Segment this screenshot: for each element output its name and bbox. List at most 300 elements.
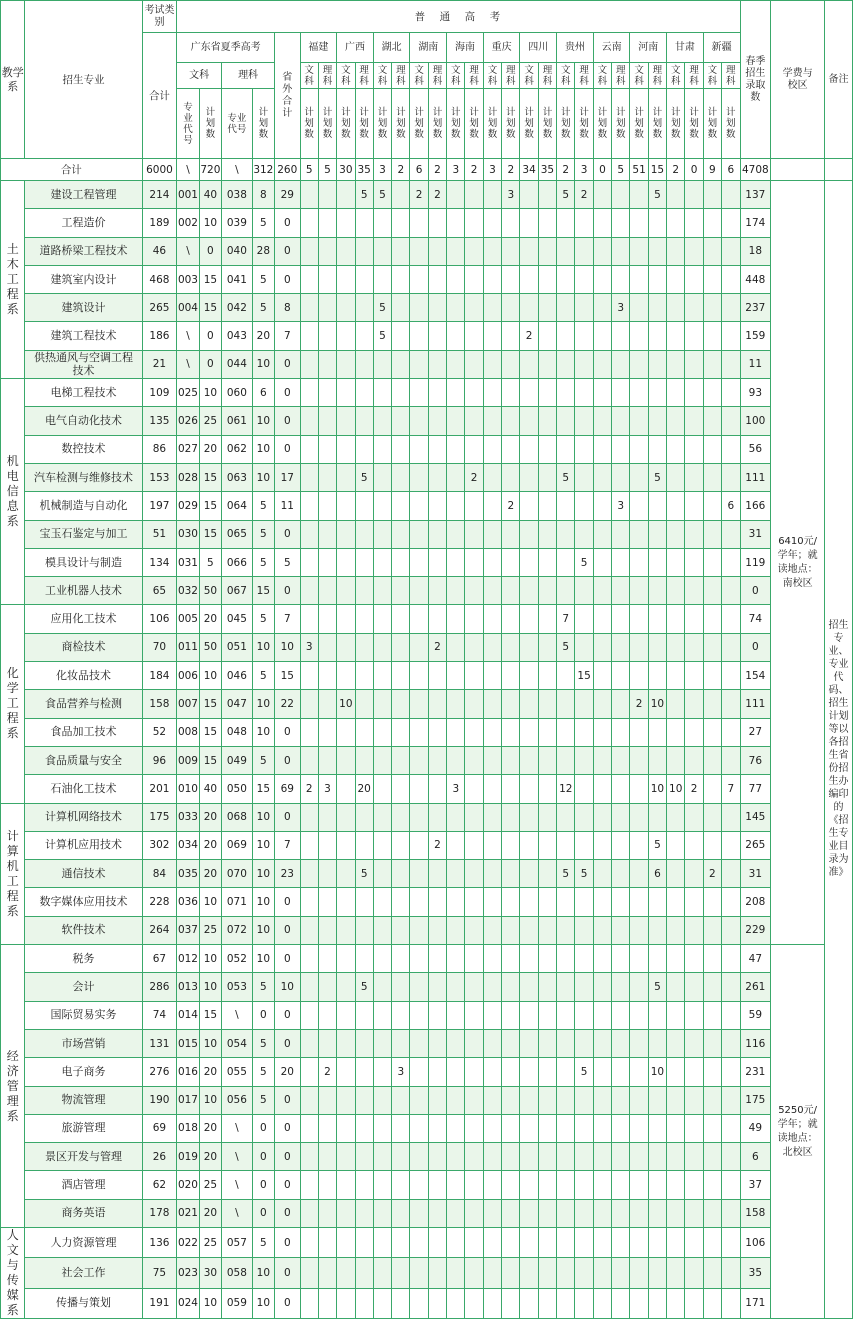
- data-cell: [612, 718, 630, 746]
- data-cell: [465, 435, 483, 463]
- data-cell: 028: [177, 463, 199, 491]
- data-cell: [300, 888, 318, 916]
- data-cell: [392, 520, 410, 548]
- data-cell: 136: [142, 1227, 177, 1257]
- data-cell: 154: [740, 662, 771, 690]
- data-cell: [410, 605, 428, 633]
- data-cell: [428, 209, 446, 237]
- data-cell: [557, 1058, 575, 1086]
- dept-name: 土木工程系: [1, 181, 25, 379]
- data-cell: 051: [222, 633, 253, 661]
- data-cell: [520, 435, 538, 463]
- data-cell: [630, 916, 648, 944]
- data-cell: [575, 209, 593, 237]
- data-cell: 158: [740, 1199, 771, 1227]
- data-cell: [722, 435, 740, 463]
- data-cell: [667, 463, 685, 491]
- data-cell: 2: [410, 181, 428, 209]
- data-cell: [410, 294, 428, 322]
- data-cell: [667, 548, 685, 576]
- data-cell: [373, 690, 391, 718]
- data-cell: [703, 1086, 721, 1114]
- data-cell: [685, 407, 703, 435]
- data-cell: 0: [199, 237, 221, 265]
- data-cell: [502, 775, 520, 803]
- data-cell: [648, 1227, 666, 1257]
- data-cell: [428, 1199, 446, 1227]
- data-cell: 0: [275, 435, 300, 463]
- data-cell: [722, 1258, 740, 1288]
- data-cell: [300, 1058, 318, 1086]
- data-cell: [300, 860, 318, 888]
- data-cell: [593, 265, 611, 293]
- data-cell: [483, 492, 501, 520]
- data-cell: 017: [177, 1086, 199, 1114]
- data-cell: 5: [252, 1086, 274, 1114]
- data-cell: [392, 973, 410, 1001]
- major-name: 工程造价: [25, 209, 142, 237]
- data-cell: [630, 803, 648, 831]
- data-cell: [630, 775, 648, 803]
- data-cell: [410, 265, 428, 293]
- data-cell: 190: [142, 1086, 177, 1114]
- data-cell: [318, 379, 336, 407]
- data-cell: [575, 294, 593, 322]
- data-cell: 030: [177, 520, 199, 548]
- data-cell: [612, 945, 630, 973]
- data-cell: [667, 379, 685, 407]
- data-cell: 20: [199, 831, 221, 859]
- data-cell: [538, 1086, 556, 1114]
- data-cell: 048: [222, 718, 253, 746]
- data-cell: 264: [142, 916, 177, 944]
- data-cell: 0: [275, 1001, 300, 1029]
- data-cell: [428, 237, 446, 265]
- data-cell: [318, 662, 336, 690]
- data-cell: [447, 1058, 465, 1086]
- data-cell: [355, 350, 373, 378]
- major-name: 旅游管理: [25, 1114, 142, 1142]
- data-cell: [410, 1029, 428, 1057]
- data-cell: 2: [318, 1058, 336, 1086]
- data-cell: 0: [199, 322, 221, 350]
- data-cell: 064: [222, 492, 253, 520]
- data-cell: 231: [740, 1058, 771, 1086]
- data-cell: [447, 605, 465, 633]
- data-cell: [575, 1143, 593, 1171]
- data-cell: [337, 350, 355, 378]
- data-cell: [722, 916, 740, 944]
- data-cell: 15: [199, 1001, 221, 1029]
- data-cell: [355, 379, 373, 407]
- data-cell: [392, 746, 410, 774]
- data-cell: [465, 775, 483, 803]
- data-cell: [703, 548, 721, 576]
- header-plan-short: 计划数: [538, 89, 556, 159]
- data-cell: \: [177, 237, 199, 265]
- data-cell: [483, 322, 501, 350]
- data-cell: [392, 181, 410, 209]
- data-cell: [612, 1058, 630, 1086]
- data-cell: [520, 945, 538, 973]
- data-cell: [428, 945, 446, 973]
- header-li: 理科: [685, 63, 703, 89]
- total-value: 15: [648, 159, 666, 181]
- major-name: 化妆品技术: [25, 662, 142, 690]
- data-cell: 65: [142, 577, 177, 605]
- data-cell: 189: [142, 209, 177, 237]
- data-cell: 024: [177, 1288, 199, 1318]
- data-cell: [502, 1171, 520, 1199]
- data-cell: [318, 690, 336, 718]
- data-cell: [373, 1058, 391, 1086]
- data-cell: [612, 463, 630, 491]
- data-cell: 0: [275, 1143, 300, 1171]
- data-cell: 019: [177, 1143, 199, 1171]
- data-cell: 74: [142, 1001, 177, 1029]
- data-cell: [722, 294, 740, 322]
- data-cell: [502, 379, 520, 407]
- header-province: 四川: [520, 33, 557, 63]
- data-cell: [483, 1086, 501, 1114]
- total-value: 35: [355, 159, 373, 181]
- data-cell: [612, 1001, 630, 1029]
- data-cell: [410, 945, 428, 973]
- data-cell: [630, 435, 648, 463]
- data-cell: [318, 860, 336, 888]
- data-cell: [300, 973, 318, 1001]
- data-cell: [722, 350, 740, 378]
- header-plan-short: 计划数: [428, 89, 446, 159]
- data-cell: [355, 1227, 373, 1257]
- data-cell: [337, 945, 355, 973]
- data-cell: [483, 1227, 501, 1257]
- data-cell: [392, 463, 410, 491]
- data-cell: [593, 1258, 611, 1288]
- data-cell: [538, 379, 556, 407]
- data-cell: [465, 888, 483, 916]
- data-cell: [703, 605, 721, 633]
- data-cell: [557, 1029, 575, 1057]
- data-cell: [410, 1058, 428, 1086]
- table-row: [1, 1258, 853, 1288]
- data-cell: [483, 662, 501, 690]
- data-cell: [373, 1227, 391, 1257]
- data-cell: 20: [199, 1114, 221, 1142]
- data-cell: [685, 322, 703, 350]
- data-cell: [392, 633, 410, 661]
- header-major: 招生专业: [25, 1, 142, 159]
- data-cell: 276: [142, 1058, 177, 1086]
- data-cell: [703, 237, 721, 265]
- data-cell: 2: [428, 633, 446, 661]
- data-cell: [428, 775, 446, 803]
- data-cell: [447, 746, 465, 774]
- data-cell: [337, 1288, 355, 1318]
- data-cell: 8: [252, 181, 274, 209]
- data-cell: 054: [222, 1029, 253, 1057]
- data-cell: [502, 237, 520, 265]
- data-cell: [520, 209, 538, 237]
- data-cell: [337, 888, 355, 916]
- data-cell: [703, 181, 721, 209]
- data-cell: [502, 1086, 520, 1114]
- data-cell: 034: [177, 831, 199, 859]
- data-cell: [502, 1029, 520, 1057]
- data-cell: [447, 350, 465, 378]
- data-cell: 10: [252, 633, 274, 661]
- data-cell: 0: [275, 1086, 300, 1114]
- data-cell: 158: [142, 690, 177, 718]
- data-cell: [703, 1058, 721, 1086]
- data-cell: [557, 746, 575, 774]
- major-name: 建设工程管理: [25, 181, 142, 209]
- data-cell: [392, 1143, 410, 1171]
- data-cell: [612, 265, 630, 293]
- data-cell: 005: [177, 605, 199, 633]
- header-outside-total: 省外合计: [275, 33, 300, 159]
- data-cell: [630, 1288, 648, 1318]
- data-cell: [318, 548, 336, 576]
- data-cell: 003: [177, 265, 199, 293]
- data-cell: [630, 1086, 648, 1114]
- data-cell: [703, 633, 721, 661]
- data-cell: [557, 237, 575, 265]
- data-cell: [483, 1058, 501, 1086]
- data-cell: [703, 265, 721, 293]
- data-cell: 5: [648, 973, 666, 1001]
- data-cell: [630, 888, 648, 916]
- data-cell: [392, 888, 410, 916]
- data-cell: [483, 1199, 501, 1227]
- data-cell: 50: [199, 577, 221, 605]
- data-cell: [538, 860, 556, 888]
- data-cell: [337, 379, 355, 407]
- data-cell: 049: [222, 746, 253, 774]
- data-cell: [520, 973, 538, 1001]
- data-cell: [392, 1288, 410, 1318]
- data-cell: [428, 973, 446, 1001]
- data-cell: [630, 860, 648, 888]
- data-cell: 166: [740, 492, 771, 520]
- data-cell: 10: [252, 831, 274, 859]
- data-cell: [703, 1114, 721, 1142]
- data-cell: [483, 294, 501, 322]
- data-cell: 10: [199, 1288, 221, 1318]
- data-cell: 056: [222, 1086, 253, 1114]
- data-cell: [575, 1171, 593, 1199]
- data-cell: [667, 1001, 685, 1029]
- table-row: [1, 1114, 853, 1142]
- data-cell: [355, 1143, 373, 1171]
- data-cell: [410, 548, 428, 576]
- data-cell: [410, 407, 428, 435]
- data-cell: 77: [740, 775, 771, 803]
- data-cell: 0: [252, 1199, 274, 1227]
- data-cell: [575, 1001, 593, 1029]
- header-wen: 文科: [667, 63, 685, 89]
- data-cell: 0: [275, 577, 300, 605]
- data-cell: [648, 746, 666, 774]
- header-fee: 学费与校区: [771, 1, 825, 159]
- data-cell: 20: [199, 1143, 221, 1171]
- major-name: 汽车检测与维修技术: [25, 463, 142, 491]
- data-cell: [502, 463, 520, 491]
- data-cell: 7: [275, 605, 300, 633]
- header-plan-short: 计划数: [337, 89, 355, 159]
- data-cell: [373, 379, 391, 407]
- data-cell: [612, 690, 630, 718]
- data-cell: 047: [222, 690, 253, 718]
- data-cell: [300, 1001, 318, 1029]
- data-cell: [483, 860, 501, 888]
- data-cell: 174: [740, 209, 771, 237]
- data-cell: [428, 860, 446, 888]
- data-cell: 033: [177, 803, 199, 831]
- data-cell: \: [177, 350, 199, 378]
- table-row: [1, 350, 853, 378]
- header-province: 广西: [337, 33, 374, 63]
- data-cell: [337, 407, 355, 435]
- data-cell: [300, 492, 318, 520]
- table-row: [1, 1227, 853, 1257]
- data-cell: [373, 973, 391, 1001]
- data-cell: [575, 1086, 593, 1114]
- data-cell: [410, 803, 428, 831]
- total-value: \: [177, 159, 199, 181]
- data-cell: [318, 746, 336, 774]
- data-cell: 52: [142, 718, 177, 746]
- data-cell: [648, 1258, 666, 1288]
- data-cell: [630, 379, 648, 407]
- data-cell: 10: [199, 1029, 221, 1057]
- header-wen: 文科: [410, 63, 428, 89]
- data-cell: [410, 746, 428, 774]
- data-cell: [428, 1114, 446, 1142]
- data-cell: 100: [740, 407, 771, 435]
- data-cell: [483, 775, 501, 803]
- data-cell: [520, 407, 538, 435]
- data-cell: [520, 265, 538, 293]
- data-cell: [575, 492, 593, 520]
- data-cell: [630, 520, 648, 548]
- data-cell: 10: [252, 888, 274, 916]
- data-cell: [318, 350, 336, 378]
- data-cell: [538, 265, 556, 293]
- data-cell: [630, 492, 648, 520]
- data-cell: [520, 577, 538, 605]
- data-cell: [318, 831, 336, 859]
- data-cell: [612, 662, 630, 690]
- data-cell: [318, 237, 336, 265]
- table-row: [1, 860, 853, 888]
- data-cell: 10: [199, 379, 221, 407]
- data-cell: 008: [177, 718, 199, 746]
- data-cell: [630, 831, 648, 859]
- data-cell: [300, 463, 318, 491]
- data-cell: [355, 888, 373, 916]
- header-total: 合计: [142, 33, 177, 159]
- data-cell: 25: [199, 1171, 221, 1199]
- data-cell: [630, 1171, 648, 1199]
- data-cell: [410, 888, 428, 916]
- header-plan: 计划数: [252, 89, 274, 159]
- data-cell: [722, 718, 740, 746]
- data-cell: 106: [740, 1227, 771, 1257]
- data-cell: [685, 1058, 703, 1086]
- data-cell: [465, 1199, 483, 1227]
- data-cell: [447, 379, 465, 407]
- data-cell: [355, 690, 373, 718]
- data-cell: [428, 662, 446, 690]
- data-cell: [667, 718, 685, 746]
- data-cell: [612, 1143, 630, 1171]
- total-value: 35: [538, 159, 556, 181]
- data-cell: 7: [557, 605, 575, 633]
- data-cell: 20: [199, 860, 221, 888]
- data-cell: [685, 237, 703, 265]
- data-cell: [392, 718, 410, 746]
- data-cell: [373, 860, 391, 888]
- data-cell: [557, 973, 575, 1001]
- data-cell: [520, 1288, 538, 1318]
- data-cell: [593, 1001, 611, 1029]
- data-cell: [410, 1143, 428, 1171]
- data-cell: [318, 1258, 336, 1288]
- data-cell: [557, 831, 575, 859]
- header-plan-short: 计划数: [465, 89, 483, 159]
- data-cell: [300, 662, 318, 690]
- data-cell: \: [222, 1001, 253, 1029]
- data-cell: [318, 888, 336, 916]
- data-cell: [520, 633, 538, 661]
- data-cell: [465, 831, 483, 859]
- data-cell: 25: [199, 916, 221, 944]
- data-cell: [703, 577, 721, 605]
- data-cell: 0: [199, 350, 221, 378]
- data-cell: [612, 916, 630, 944]
- data-cell: [667, 746, 685, 774]
- data-cell: [538, 577, 556, 605]
- data-cell: [410, 379, 428, 407]
- data-cell: [373, 662, 391, 690]
- data-cell: 286: [142, 973, 177, 1001]
- major-name: 建筑室内设计: [25, 265, 142, 293]
- data-cell: [373, 492, 391, 520]
- data-cell: [575, 379, 593, 407]
- data-cell: 009: [177, 746, 199, 774]
- data-cell: [538, 746, 556, 774]
- data-cell: [685, 973, 703, 1001]
- table-row: [1, 633, 853, 661]
- data-cell: [557, 945, 575, 973]
- data-cell: 2: [685, 775, 703, 803]
- data-cell: [667, 945, 685, 973]
- data-cell: [483, 746, 501, 774]
- header-wen: 文科: [300, 63, 318, 89]
- major-name: 模具设计与制造: [25, 548, 142, 576]
- data-cell: 004: [177, 294, 199, 322]
- data-cell: 10: [252, 1258, 274, 1288]
- major-name: 酒店管理: [25, 1171, 142, 1199]
- data-cell: [648, 577, 666, 605]
- header-li: 理科: [648, 63, 666, 89]
- data-cell: 15: [199, 718, 221, 746]
- header-wen: 文科: [703, 63, 721, 89]
- data-cell: [465, 237, 483, 265]
- data-cell: [703, 209, 721, 237]
- data-cell: 0: [275, 379, 300, 407]
